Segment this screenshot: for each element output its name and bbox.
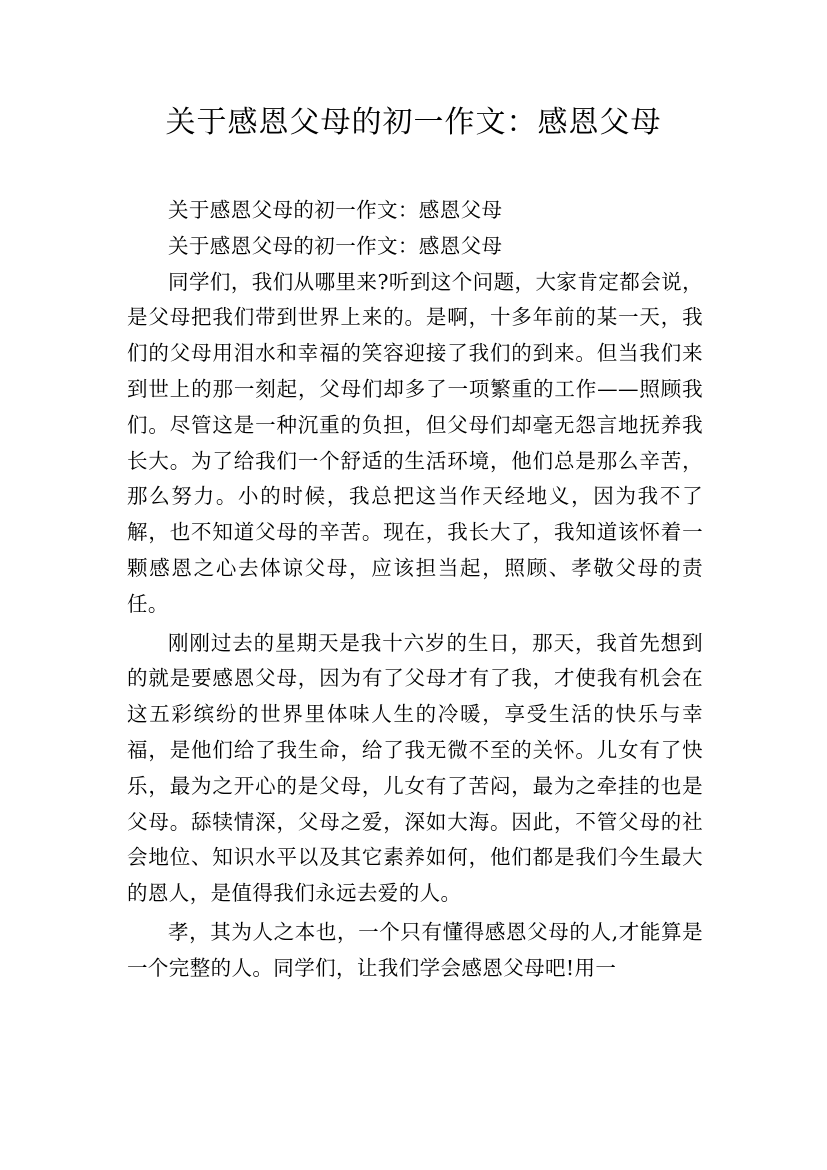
paragraph-origin: 同学们，我们从哪里来?听到这个问题，大家肯定都会说，是父母把我们带到世界上来的。是啊，十多年前的某一天，我们的父母用泪水和幸福的笑容迎接了我们的到来。但当我们来到世上的那一刻起，父母们却多了一项繁重的工作——照顾我们。尽管这是一种沉重的负担，但父母们却毫无怨言地抚养我长大。为了给我们一个舒适的生活环境，他们总是那么辛苦，那么努力。小的时候，我总把这当作天经地义，因为我不了解，也不知道父母的辛苦。现在，我长大了，我知道该怀着一颗感恩之心去体谅父母，应该担当起，照顾、孝敬父母的责任。 bbox=[127, 269, 703, 616]
paragraph-subtitle-1: 关于感恩父母的初一作文：感恩父母 bbox=[168, 198, 503, 222]
paragraph-birthday: 刚刚过去的星期天是我十六岁的生日，那天，我首先想到的就是要感恩父母，因为有了父母才有了我，才使我有机会在这五彩缤纷的世界里体味人生的冷暖，享受生活的快乐与幸福，是他们给了我生命，给了我无微不至的关怀。儿女有了快乐，最为之开心的是父母，儿女有了苦闷，最为之牵挂的也是父母。舔犊情深，父母之爱，深如大海。因此，不管父母的社会地位、知识水平以及其它素养如何，他们都是我们今生最大的恩人，是值得我们永远去爱的人。 bbox=[127, 630, 703, 906]
paragraph-subtitle-2: 关于感恩父母的初一作文：感恩父母 bbox=[168, 233, 503, 258]
document-body bbox=[127, 193, 703, 987]
document-title: 关于感恩父母的初一作文：感恩父母 bbox=[165, 105, 662, 140]
paragraph-filial-piety: 孝，其为人之本也，一个只有懂得感恩父母的人,才能算是一个完整的人。同学们，让我们学会感恩父母吧!用一 bbox=[127, 919, 703, 980]
